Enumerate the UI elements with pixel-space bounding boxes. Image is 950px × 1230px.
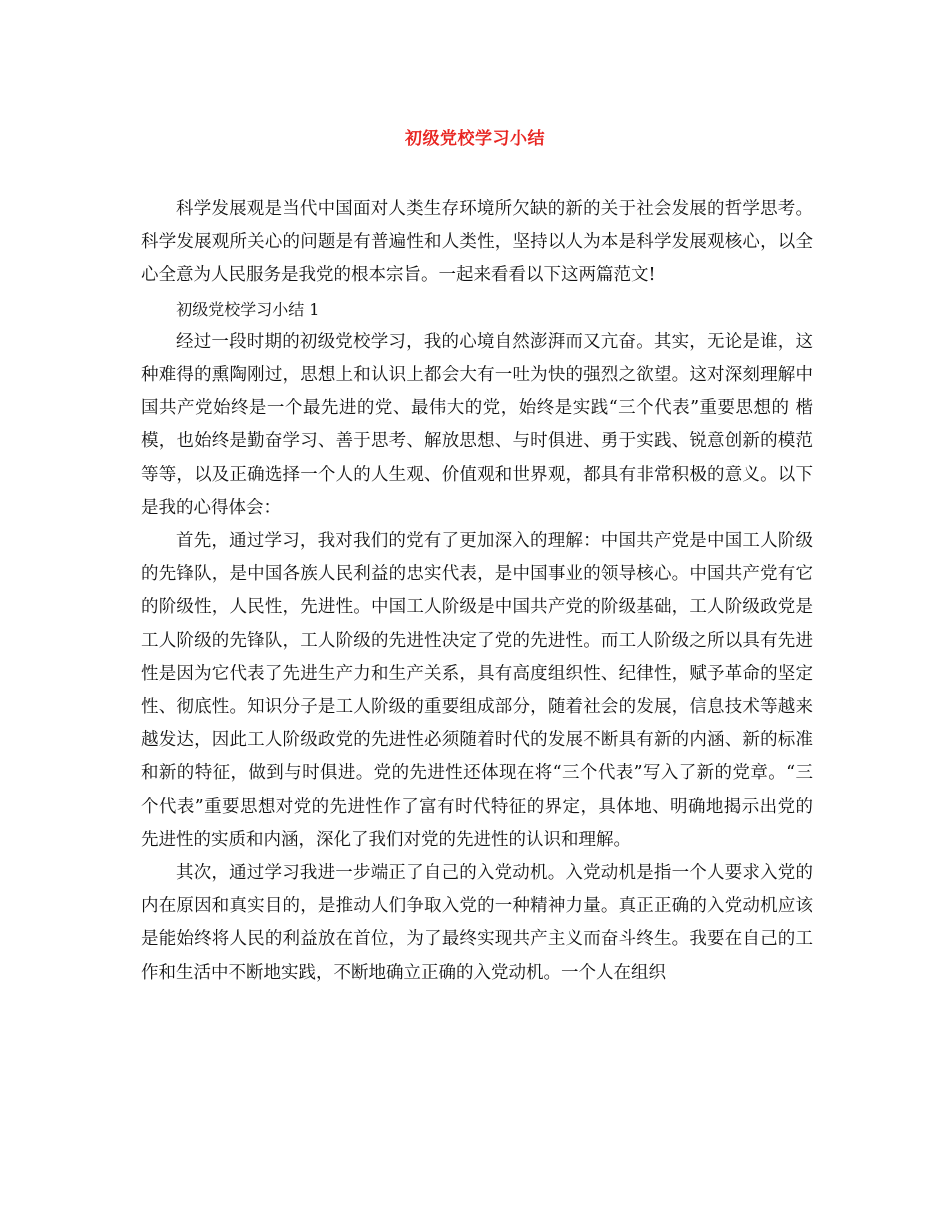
body-paragraph-1: 经过一段时期的初级党校学习，我的心境自然澎湃而又亢奋。其实，无论是谁，这种难得的熏陶刚过，思想上和认识上都会大有一吐为快的强烈之欲望。这对深刻理解中国共产党始终是一个最先进的党、最伟大的党，始终是实践“三个代表”重要思想的 楷模，也始终是勤奋学习、善于思考、解放思想、与时俱进、勇于实践、锐意创新的模范等等，以及正确选择一个人的人生观、价值观和世界观，都具有非常积极的意义。以下是我的心得体会：	[141, 331, 813, 518]
section-heading: 初级党校学习小结 1	[176, 299, 320, 319]
body-paragraph-3: 其次，通过学习我进一步端正了自己的入党动机。入党动机是指一个人要求入党的内在原因和真实目的，是推动人们争取入党的一种精神力量。真正正确的入党动机应该是能始终将人民的利益放在首位，为了最终实现共产主义而奋斗终生。我要在自己的工作和生活中不断地实践，不断地确立正确的入党动机。一个人在组织	[141, 863, 813, 983]
intro-paragraph: 科学发展观是当代中国面对人类生存环境所欠缺的新的关于社会发展的哲学思考。科学发展观所关心的问题是有普遍性和人类性，坚持以人为本是科学发展观核心，以全心全意为人民服务是我党的根本宗旨。一起来看看以下这两篇范文!	[141, 199, 813, 286]
body-paragraph-2: 首先，通过学习，我对我们的党有了更加深入的理解：中国共产党是中国工人阶级的先锋队，是中国各族人民利益的忠实代表，是中国事业的领导核心。中国共产党有它的阶级性，人民性，先进性。中国工人阶级是中国共产党的阶级基础，工人阶级政党是工人阶级的先锋队，工人阶级的先进性决定了党的先进性。而工人阶级之所以具有先进性是因为它代表了先进生产力和生产关系，具有高度组织性、纪律性，赋予革命的坚定性、彻底性。知识分子是工人阶级的重要组成部分，随着社会的发展，信息技术等越来越发达，因此工人阶级政党的先进性必须随着时代的发展不断具有新的内涵、新的标准和新的特征，做到与时俱进。党的先进性还体现在将“三个代表”写入了新的党章。“三个代表”重要思想对党的先进性作了富有时代特征的界定，具体地、明确地揭示出党的先进性的实质和内涵，深化了我们对党的先进性的认识和理解。	[141, 531, 813, 850]
document-title: 初级党校学习小结	[405, 129, 545, 149]
document-body	[141, 193, 813, 990]
